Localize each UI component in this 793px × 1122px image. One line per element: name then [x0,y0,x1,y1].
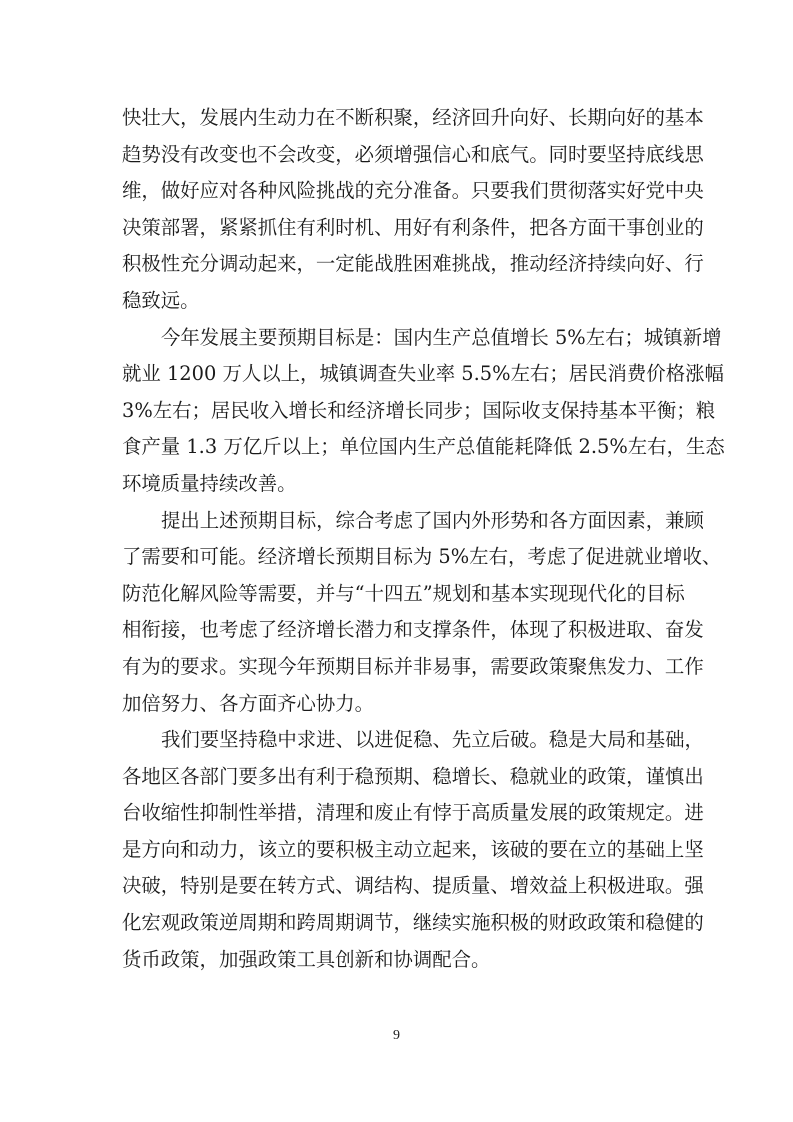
paragraph [122,503,722,723]
text-line: 防范化解风险等需要，并与“十四五”规划和基本实现现代化的目标 [122,581,685,605]
text-line: 相衔接，也考虑了经济增长潜力和支撑条件，体现了积极进取、奋发 [122,618,704,642]
text-line: 食产量 1.3 万亿斤以上；单位国内生产总值能耗降低 2.5%左右，生态 [122,435,725,459]
text-line: 各地区各部门要多出有利于稳预期、稳增长、稳就业的政策，谨慎出 [122,764,704,788]
text-line: 加倍努力、各方面齐心协力。 [122,691,375,715]
text-line: 积极性充分调动起来，一定能战胜困难挑战，推动经济持续向好、行 [122,252,704,276]
text-line: 是方向和动力，该立的要积极主动立起来，该破的要在立的基础上坚 [122,837,704,861]
text-line: 趋势没有改变也不会改变，必须增强信心和底气。同时要坚持底线思 [122,142,704,166]
text-line: 我们要坚持稳中求进、以进促稳、先立后破。稳是大局和基础， [161,728,704,752]
text-line: 环境质量持续改善。 [122,471,297,495]
page-number: 9 [393,1028,400,1043]
text-line: 有为的要求。实现今年预期目标并非易事，需要政策聚焦发力、工作 [122,654,704,678]
text-line: 货币政策，加强政策工具创新和协调配合。 [122,947,491,971]
text-line: 化宏观政策逆周期和跨周期调节，继续实施积极的财政政策和稳健的 [122,911,704,935]
text-line: 决破，特别是要在转方式、调结构、提质量、增效益上积极进取。强 [122,874,704,898]
text-line: 稳致远。 [122,288,200,312]
text-line: 3%左右；居民收入增长和经济增长同步；国际收支保持基本平衡；粮 [122,398,716,422]
text-line: 快壮大，发展内生动力在不断积聚，经济回升向好、长期向好的基本 [122,106,704,129]
text-line: 决策部署，紧紧抓住有利时机、用好有利条件，把各方面干事创业的 [122,215,704,239]
body-text [122,100,725,978]
text-line: 就业 1200 万人以上，城镇调查失业率 5.5%左右；居民消费价格涨幅 [122,362,724,386]
paragraph [122,100,704,320]
text-line: 今年发展主要预期目标是：国内生产总值增长 5%左右；城镇新增 [161,325,722,349]
paragraph [122,320,725,503]
paragraph [122,722,704,978]
text-line: 维，做好应对各种风险挑战的充分准备。只要我们贯彻落实好党中央 [122,179,704,203]
text-line: 台收缩性抑制性举措，清理和废止有悖于高质量发展的政策规定。进 [122,801,704,825]
text-line: 了需要和可能。经济增长预期目标为 5%左右，考虑了促进就业增收、 [122,545,722,569]
text-line: 提出上述预期目标，综合考虑了国内外形势和各方面因素，兼顾 [161,508,704,532]
